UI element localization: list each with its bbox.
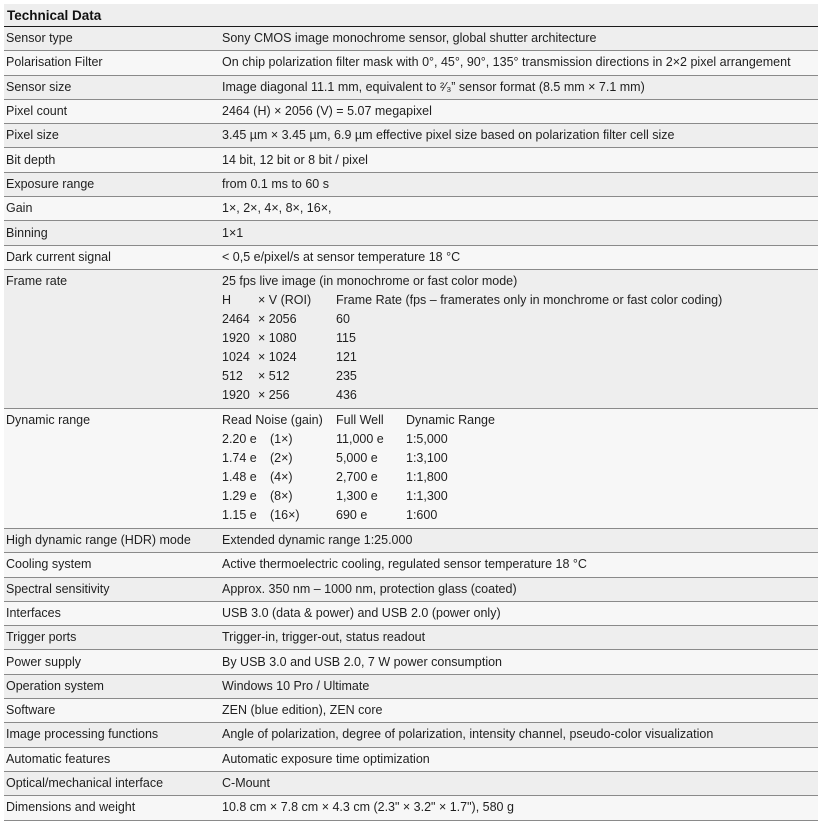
fr-cell-v: × 2056 <box>258 311 297 326</box>
fr-cell-fps: 121 <box>336 349 357 364</box>
spec-value: 1×, 2×, 4×, 8×, 16×, <box>222 201 332 216</box>
spec-label: Sensor size <box>6 79 72 94</box>
spec-row-pixel-count <box>4 100 818 124</box>
spec-value: Automatic exposure time optimization <box>222 751 430 766</box>
spec-value: Image diagonal 11.1 mm, equivalent to ²⁄₃” sensor format (8.5 mm × 7.1 mm) <box>222 79 645 94</box>
spec-label: Software <box>6 703 56 718</box>
dr-cell-range: 1:1,300 <box>406 488 448 503</box>
dynamic-range-grid <box>222 411 818 525</box>
frame-rate-intro: 25 fps live image (in monochrome or fast color mode) <box>222 273 518 288</box>
fr-cell-h: 1920 <box>222 387 250 402</box>
dr-cell-well: 2,700 e <box>336 469 378 484</box>
spec-value: ZEN (blue edition), ZEN core <box>222 703 383 718</box>
spec-row-frame-rate <box>4 270 818 409</box>
dr-cell-noise: 1.74 e <box>222 450 257 465</box>
spec-label: Power supply <box>6 654 82 669</box>
spec-value: On chip polarization filter mask with 0°, 45°, 90°, 135° transmission directions in 2×2 pixel arrangement <box>222 55 791 70</box>
spec-label: Optical/mechanical interface <box>6 776 164 791</box>
fr-cell-fps: 436 <box>336 387 357 402</box>
fr-header-v: × V (ROI) <box>258 292 312 307</box>
spec-row-exposure-range <box>4 173 818 197</box>
spec-label: Dimensions and weight <box>6 800 136 815</box>
spec-label: High dynamic range (HDR) mode <box>6 533 191 548</box>
spec-value: Approx. 350 nm – 1000 nm, protection glass (coated) <box>222 581 517 596</box>
dr-cell-noise: 1.48 e <box>222 469 257 484</box>
spec-value: from 0.1 ms to 60 s <box>222 176 329 191</box>
spec-label: Polarisation Filter <box>6 55 103 70</box>
spec-row-optical-interface <box>4 772 818 796</box>
spec-label: Dark current signal <box>6 249 111 264</box>
dr-cell-well: 11,000 e <box>336 431 384 446</box>
spec-value: 10.8 cm × 7.8 cm × 4.3 cm (2.3" × 3.2" × 1.7"), 580 g <box>222 800 514 815</box>
spec-row-dynamic-range <box>4 409 818 529</box>
spec-row-trigger-ports <box>4 626 818 650</box>
dynamic-range-table <box>222 409 818 528</box>
spec-value: Sony CMOS image monochrome sensor, global shutter architecture <box>222 31 597 46</box>
dr-header-range: Dynamic Range <box>406 412 495 427</box>
fr-header-fps: Frame Rate (fps – framerates only in monchrome or fast color coding) <box>336 292 723 307</box>
spec-value: Angle of polarization, degree of polarization, intensity channel, pseudo-color visualization <box>222 727 714 742</box>
fr-cell-v: × 1024 <box>258 349 297 364</box>
spec-row-bit-depth <box>4 148 818 172</box>
dr-cell-gain: (4×) <box>270 469 293 484</box>
spec-value: 14 bit, 12 bit or 8 bit / pixel <box>222 152 368 167</box>
spec-row-polarisation-filter <box>4 51 818 75</box>
fr-cell-fps: 115 <box>336 330 356 345</box>
spec-row-dark-current <box>4 246 818 270</box>
spec-label: Exposure range <box>6 176 95 191</box>
spec-row-pixel-size <box>4 124 818 148</box>
spec-value: 2464 (H) × 2056 (V) = 5.07 megapixel <box>222 104 432 119</box>
spec-label: Operation system <box>6 678 104 693</box>
frame-rate-grid <box>222 291 818 405</box>
fr-cell-v: × 1080 <box>258 330 297 345</box>
spec-row-cooling <box>4 553 818 577</box>
spec-label: Pixel count <box>6 104 68 119</box>
spec-row-automatic-features <box>4 748 818 772</box>
dr-cell-well: 1,300 e <box>336 488 378 503</box>
spec-row-interfaces <box>4 602 818 626</box>
spec-value: 1×1 <box>222 225 244 240</box>
dr-cell-noise: 1.15 e <box>222 507 257 522</box>
dr-cell-range: 1:3,100 <box>406 450 448 465</box>
section-header <box>4 4 818 27</box>
spec-value: Windows 10 Pro / Ultimate <box>222 678 370 693</box>
dr-cell-gain: (2×) <box>270 450 293 465</box>
spec-row-hdr-mode <box>4 529 818 553</box>
spec-row-power-supply <box>4 650 818 674</box>
spec-label: Automatic features <box>6 751 111 766</box>
spec-value: < 0,5 e/pixel/s at sensor temperature 18 °C <box>222 249 461 264</box>
dr-cell-gain: (16×) <box>270 507 300 522</box>
fr-header-h: H <box>222 292 232 307</box>
spec-label: Trigger ports <box>6 630 77 645</box>
spec-label: Bit depth <box>6 152 56 167</box>
dr-cell-well: 5,000 e <box>336 450 378 465</box>
spec-label: Interfaces <box>6 606 61 620</box>
dr-cell-range: 1:1,800 <box>406 469 448 484</box>
fr-cell-fps: 60 <box>336 311 350 326</box>
spec-label: Pixel size <box>6 128 59 143</box>
spec-label: Sensor type <box>6 31 73 46</box>
fr-cell-h: 1024 <box>222 349 250 364</box>
spec-value: 3.45 µm × 3.45 µm, 6.9 µm effective pixel size based on polarization filter cell size <box>222 128 675 143</box>
spec-value: Extended dynamic range 1:25.000 <box>222 533 413 548</box>
dr-cell-range: 1:5,000 <box>406 431 448 446</box>
fr-cell-h: 512 <box>222 368 243 383</box>
dr-cell-well: 690 e <box>336 507 368 522</box>
fr-cell-v: × 256 <box>258 387 290 402</box>
spec-row-sensor-type <box>4 27 818 51</box>
spec-value: Active thermoelectric cooling, regulated sensor temperature 18 °C <box>222 557 587 572</box>
spec-value: C-Mount <box>222 776 270 791</box>
fr-cell-v: × 512 <box>258 368 290 383</box>
spec-row-binning <box>4 221 818 245</box>
dr-cell-gain: (1×) <box>270 431 293 446</box>
dr-header-noise: Read Noise (gain) <box>222 412 323 427</box>
spec-row-gain <box>4 197 818 221</box>
spec-row-spectral <box>4 578 818 602</box>
dr-header-well: Full Well <box>336 412 384 427</box>
dr-cell-gain: (8×) <box>270 488 293 503</box>
spec-value: Trigger-in, trigger-out, status readout <box>222 630 426 645</box>
fr-cell-h: 2464 <box>222 311 250 326</box>
dr-cell-noise: 1.29 e <box>222 488 257 503</box>
spec-row-software <box>4 699 818 723</box>
spec-label: Image processing functions <box>6 727 159 742</box>
dr-cell-range: 1:600 <box>406 507 438 522</box>
dr-cell-noise: 2.20 e <box>222 431 257 446</box>
spec-label: Gain <box>6 201 33 216</box>
spec-label: Cooling system <box>6 557 92 572</box>
spec-label: Binning <box>6 225 48 240</box>
spec-label: Spectral sensitivity <box>6 581 110 596</box>
spec-label: Frame rate <box>6 273 68 288</box>
spec-row-sensor-size <box>4 76 818 100</box>
section-title: Technical Data <box>7 7 102 23</box>
spec-row-dimensions <box>4 796 818 820</box>
spec-value: USB 3.0 (data & power) and USB 2.0 (power only) <box>222 606 501 620</box>
spec-value: By USB 3.0 and USB 2.0, 7 W power consumption <box>222 654 502 669</box>
spec-label: Dynamic range <box>6 412 91 427</box>
spec-row-operation-system <box>4 675 818 699</box>
frame-rate-table <box>222 270 818 408</box>
spec-row-image-processing <box>4 723 818 747</box>
fr-cell-h: 1920 <box>222 330 250 345</box>
fr-cell-fps: 235 <box>336 368 357 383</box>
